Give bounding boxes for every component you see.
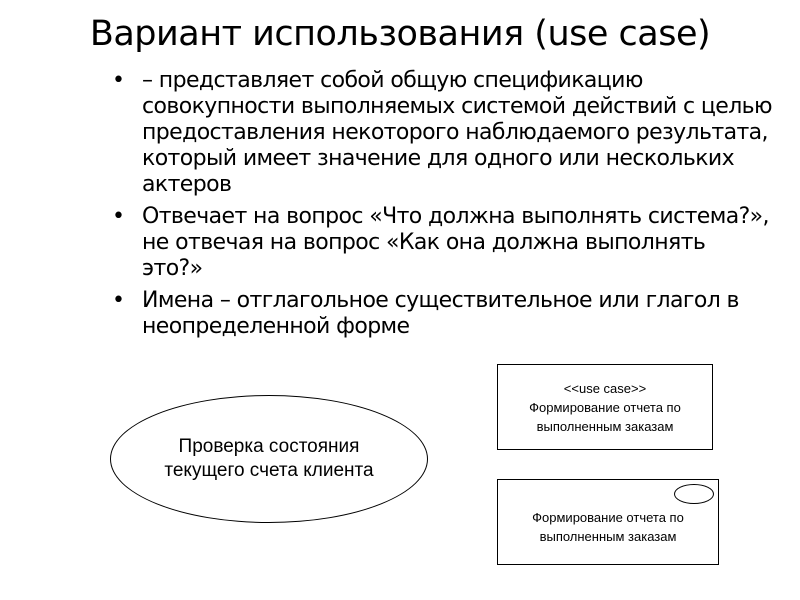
bullet-marker: • xyxy=(112,68,125,93)
bullet-marker: • xyxy=(112,204,125,229)
bullet-marker: • xyxy=(112,288,125,313)
bullet-item-definition xyxy=(112,68,772,198)
use-case-ellipse-icon xyxy=(674,484,714,504)
bullet-text: – представляет собой общую спецификацию совокупности выполняемых системой действий с целью предоставления некоторого наблюдаемого результата, который имеет значение для одного или нескольких актеров xyxy=(142,68,772,197)
box1-label-line2: выполненным заказам xyxy=(536,418,674,434)
stereotype-label: <<use case>> xyxy=(563,380,647,396)
bullet-item-question xyxy=(112,204,772,282)
use-case-ellipse xyxy=(110,395,428,523)
box2-label-line1: Формирование отчета по xyxy=(532,510,684,525)
ellipse-label-line1: Проверка состояния xyxy=(178,436,360,457)
bullet-list xyxy=(112,68,772,346)
box1-label-line1: Формирование отчета по xyxy=(529,399,681,415)
ellipse-label-line2: текущего счета клиента xyxy=(164,460,374,481)
slide-title: Вариант использования (use case) xyxy=(89,14,711,54)
use-case-stereotype-box xyxy=(497,364,713,450)
use-case-icon-box xyxy=(497,479,719,565)
bullet-text: Отвечает на вопрос «Что должна выполнять система?», не отвечая на вопрос «Как она должна выполнять это?» xyxy=(142,204,769,281)
bullet-item-names xyxy=(112,288,772,340)
box2-label-line2: выполненным заказам xyxy=(539,529,677,544)
bullet-text: Имена – отглагольное существительное или глагол в неопределенной форме xyxy=(142,288,739,339)
